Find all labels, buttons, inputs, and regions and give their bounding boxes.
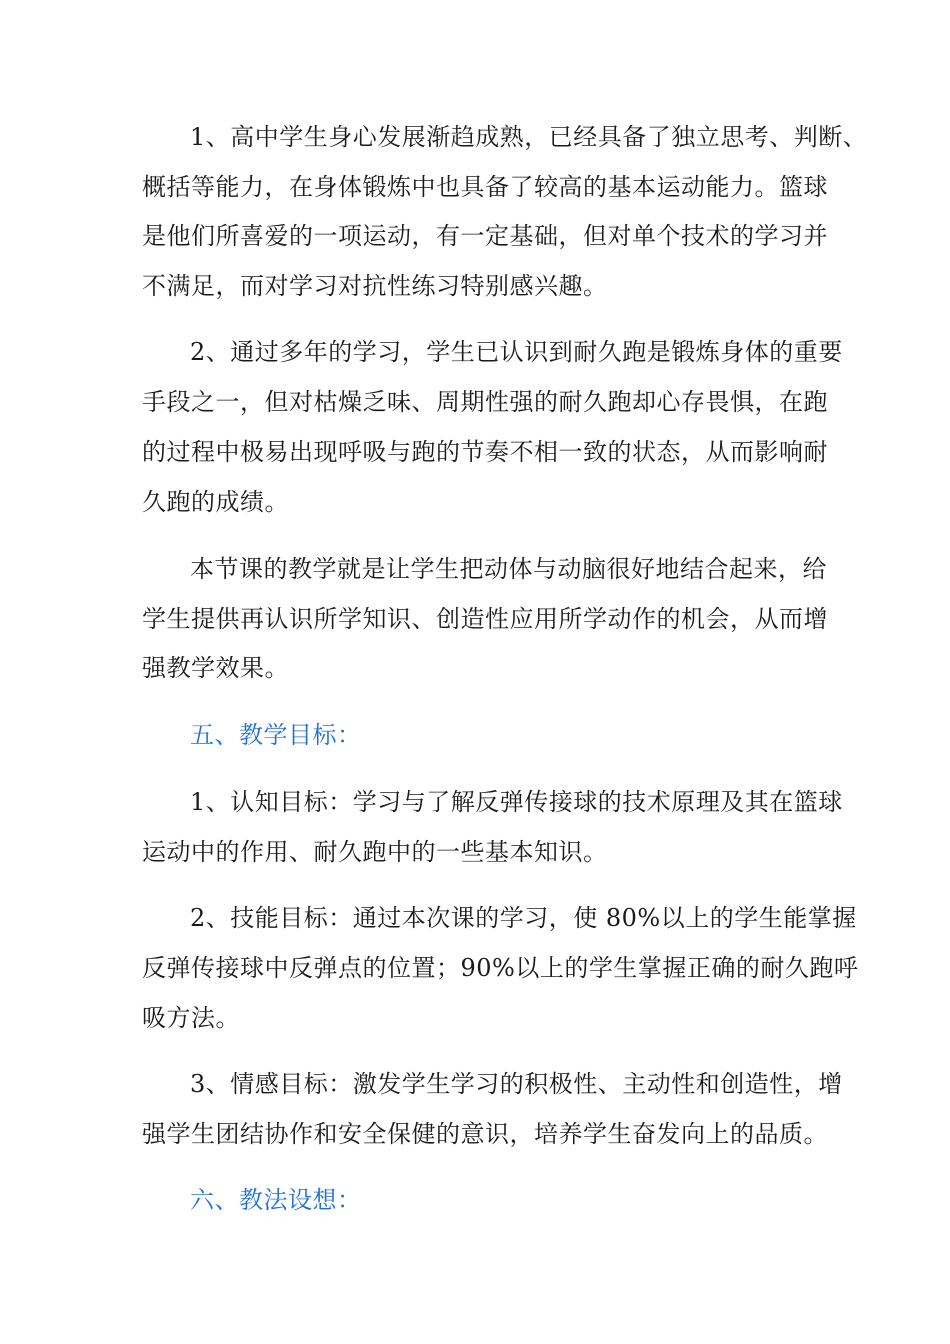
section-heading-teaching-method: 六、教法设想：	[190, 1186, 362, 1214]
paragraph-1-line-1: 1、高中学生身心发展渐趋成熟，已经具备了独立思考、判断、	[190, 123, 868, 151]
paragraph-2-line-1: 2、通过多年的学习，学生已认识到耐久跑是锻炼身体的重要	[190, 338, 843, 366]
paragraph-3-line-2: 学生提供再认识所学知识、创造性应用所学动作的机会，从而增	[142, 605, 828, 633]
goal-2-line-3: 吸方法。	[142, 1004, 240, 1032]
goal-2-line-1: 2、技能目标：通过本次课的学习，使 80%以上的学生能掌握	[190, 904, 857, 932]
paragraph-2-line-4: 久跑的成绩。	[142, 488, 289, 516]
paragraph-2-line-3: 的过程中极易出现呼吸与跑的节奏不相一致的状态，从而影响耐	[142, 438, 828, 466]
section-heading-teaching-goals: 五、教学目标：	[190, 721, 362, 749]
paragraph-1-line-2: 概括等能力，在身体锻炼中也具备了较高的基本运动能力。篮球	[142, 173, 828, 201]
paragraph-3-line-3: 强教学效果。	[142, 654, 289, 682]
goal-1-line-2: 运动中的作用、耐久跑中的一些基本知识。	[142, 838, 608, 866]
goal-3-line-2: 强学生团结协作和安全保健的意识，培养学生奋发向上的品质。	[142, 1120, 828, 1148]
paragraph-1-line-4: 不满足，而对学习对抗性练习特别感兴趣。	[142, 272, 608, 300]
paragraph-1-line-3: 是他们所喜爱的一项运动，有一定基础，但对单个技术的学习并	[142, 222, 828, 250]
goal-3-line-1: 3、情感目标：激发学生学习的积极性、主动性和创造性，增	[190, 1070, 843, 1098]
paragraph-3-line-1: 本节课的教学就是让学生把动体与动脑很好地结合起来，给	[190, 555, 827, 583]
goal-1-line-1: 1、认知目标：学习与了解反弹传接球的技术原理及其在篮球	[190, 788, 843, 816]
paragraph-2-line-2: 手段之一，但对枯燥乏味、周期性强的耐久跑却心存畏惧，在跑	[142, 388, 828, 416]
goal-2-line-2: 反弹传接球中反弹点的位置；90%以上的学生掌握正确的耐久跑呼	[142, 954, 859, 982]
